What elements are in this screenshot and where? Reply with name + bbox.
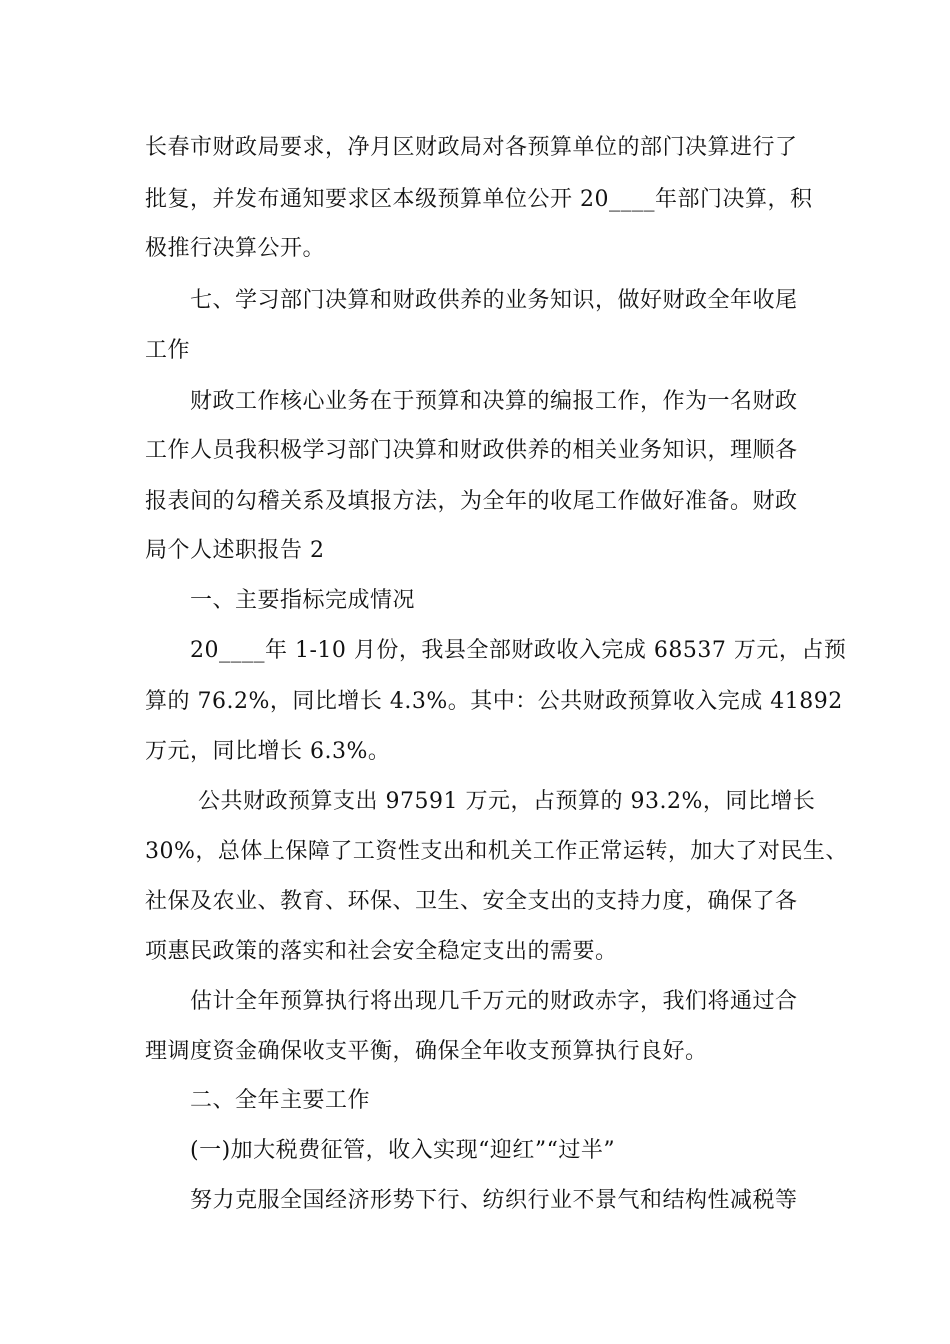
text-line: 项惠民政策的落实和社会安全稳定支出的需要。 [145, 939, 618, 964]
section-heading-continued: 工作 [145, 338, 191, 363]
text-line: 局个人述职报告 2 [145, 538, 325, 563]
text-line: 社保及农业、教育、环保、卫生、安全支出的支持力度，确保了各 [145, 889, 798, 914]
text-line: 努力克服全国经济形势下行、纺织行业不景气和结构性减税等 [190, 1188, 798, 1213]
text-line: 万元，同比增长 6.3%。 [145, 739, 391, 764]
text-line: 极推行决算公开。 [145, 236, 326, 261]
section-heading: 二、全年主要工作 [190, 1088, 371, 1113]
text-line: 估计全年预算执行将出现几千万元的财政赤字，我们将通过合 [190, 989, 798, 1014]
text-line: 算的 76.2%，同比增长 4.3%。其中：公共财政预算收入完成 41892 [145, 689, 843, 714]
section-heading: 七、学习部门决算和财政供养的业务知识，做好财政全年收尾 [190, 288, 798, 313]
subsection-heading: (一)加大税费征管，收入实现“迎红”“过半” [190, 1138, 616, 1163]
text-line: 报表间的勾稽关系及填报方法，为全年的收尾工作做好准备。财政 [145, 489, 798, 514]
section-heading: 一、主要指标完成情况 [190, 588, 416, 613]
text-line: 公共财政预算支出 97591 万元，占预算的 93.2%，同比增长 [198, 789, 816, 814]
text-line: 财政工作核心业务在于预算和决算的编报工作，作为一名财政 [190, 389, 798, 414]
text-line: 长春市财政局要求，净月区财政局对各预算单位的部门决算进行了 [145, 135, 798, 160]
text-line: 理调度资金确保收支平衡，确保全年收支预算执行良好。 [145, 1039, 708, 1064]
text-line: 30%，总体上保障了工资性支出和机关工作正常运转，加大了对民生、 [145, 839, 848, 864]
text-line: 工作人员我积极学习部门决算和财政供养的相关业务知识，理顺各 [145, 438, 798, 463]
text-line: 批复，并发布通知要求区本级预算单位公开 20____年部门决算，积 [145, 187, 813, 212]
text-line: 20____年 1-10 月份，我县全部财政收入完成 68537 万元，占预 [190, 638, 847, 663]
